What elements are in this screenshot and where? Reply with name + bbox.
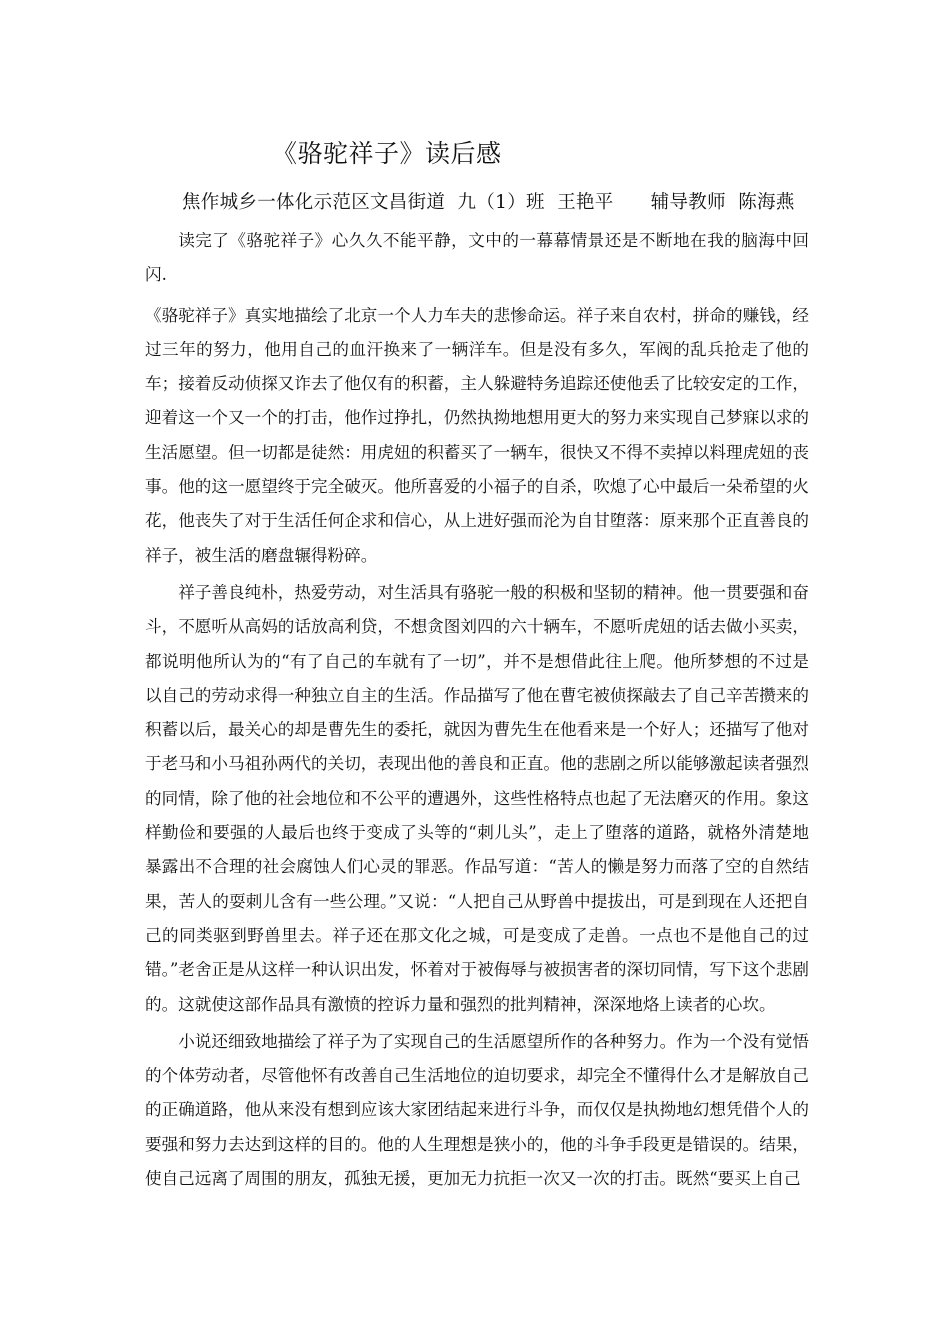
essay-body	[145, 224, 809, 1199]
body-paragraph: 小说还细致地描绘了祥子为了实现自己的生活愿望所作的各种努力。作为一个没有觉悟的个体劳动者，尽管他怀有改善自己生活地位的迫切要求，却完全不懂得什么才是解放自己的正确道路，他从来没有想到应该大家团结起来进行斗争，而仅仅是执拗地幻想凭借个人的要强和努力去达到这样的目的。他的人生理想是狭小的，他的斗争手段更是错误的。结果，使自己远离了周围的朋友，孤独无援，更加无力抗拒一次又一次的打击。既然“要买上自己	[145, 1031, 809, 1189]
body-paragraph: 《骆驼祥子》真实地描绘了北京一个人力车夫的悲惨命运。祥子来自农村，拼命的赚钱，经过三年的努力，他用自己的血汗换来了一辆洋车。但是没有多久，军阀的乱兵抢走了他的车；接着反动侦探又诈去了他仅有的积蓄，主人躲避特务追踪还使他丢了比较安定的工作，迎着这一个又一个的打击，他作过挣扎，仍然执拗地想用更大的努力来实现自己梦寐以求的生活愿望。但一切都是徒然：用虎妞的积蓄买了一辆车，很快又不得不卖掉以料理虎妞的丧事。他的这一愿望终于完全破灭。他所喜爱的小福子的自杀，吹熄了心中最后一朵希望的火花，他丧失了对于生活任何企求和信心，从上进好强而沦为自甘堕落：原来那个正直善良的祥子，被生活的磨盘辗得粉碎。	[145, 305, 809, 565]
body-paragraph: 读完了《骆驼祥子》心久久不能平静，文中的一幕幕情景还是不断地在我的脑海中回闪.	[145, 231, 809, 285]
essay-title: 《骆驼祥子》读后感	[272, 139, 502, 168]
body-paragraph: 祥子善良纯朴，热爱劳动，对生活具有骆驼一般的积极和坚韧的精神。他一贯要强和奋斗，不愿听从高妈的话放高利贷，不想贪图刘四的六十辆车，不愿听虎妞的话去做小买卖，都说明他所认为的“有了自己的车就有了一切”，并不是想借此往上爬。他所梦想的不过是以自己的劳动求得一种独立自主的生活。作品描写了他在曹宅被侦探敲去了自己辛苦攒来的积蓄以后，最关心的却是曹先生的委托，就因为曹先生在他看来是一个好人；还描写了他对于老马和小马祖孙两代的关切，表现出他的善良和正直。他的悲剧之所以能够激起读者强烈的同情，除了他的社会地位和不公平的遭遇外，这些性格特点也起了无法磨灭的作用。象这样勤俭和要强的人最后也终于变成了头等的“刺儿头”，走上了堕落的道路，就格外清楚地暴露出不合理的社会腐蚀人们心灵的罪恶。作品写道：“苦人的懒是努力而落了空的自然结果，苦人的耍刺儿含有一些公理。”又说：“人把自己从野兽中提拔出，可是到现在人还把自己的同类驱到野兽里去。祥子还在那文化之城，可是变成了走兽。一点也不是他自己的过错。”老舍正是从这样一种认识出发，怀着对于被侮辱与被损害者的深切同情，写下这个悲剧的。这就使这部作品具有激愤的控诉力量和强烈的批判精神，深深地烙上读者的心坎。	[145, 582, 809, 1014]
author-byline: 焦作城乡一体化示范区文昌街道 九（1）班 王艳平 辅导教师 陈海燕	[182, 192, 795, 213]
